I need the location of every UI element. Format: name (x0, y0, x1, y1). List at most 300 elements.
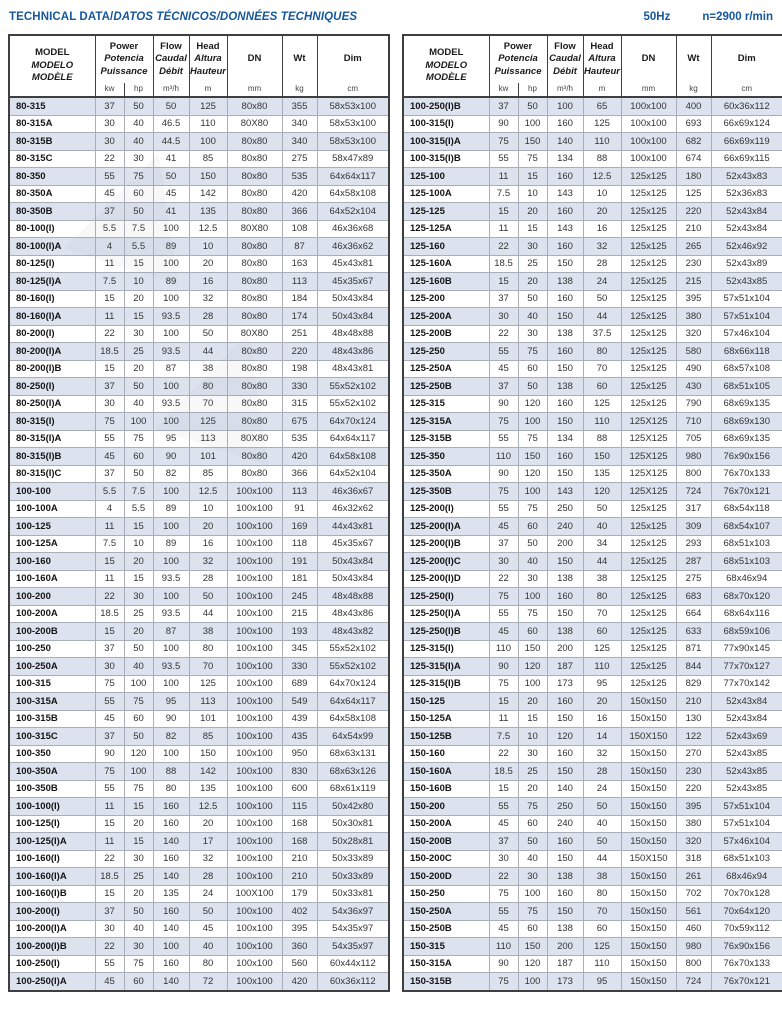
value-cell: 160 (547, 168, 583, 186)
value-cell: 37.5 (583, 325, 621, 343)
value-cell: 30 (518, 570, 547, 588)
value-cell: 68x63x131 (317, 745, 389, 763)
table-row (403, 745, 782, 763)
value-cell: 50x43x84 (317, 570, 389, 588)
model-cell: 100-100 (9, 483, 95, 501)
value-cell: 100 (153, 588, 189, 606)
value-cell: 20 (124, 360, 153, 378)
table-row (9, 255, 389, 273)
value-cell: 38 (583, 868, 621, 886)
table-row (403, 570, 782, 588)
value-cell: 48x48x88 (317, 588, 389, 606)
value-cell: 75 (95, 413, 124, 431)
value-cell: 44 (583, 850, 621, 868)
value-cell: 45x35x67 (317, 535, 389, 553)
table-row (403, 308, 782, 326)
value-cell: 64x58x108 (317, 710, 389, 728)
value-cell: 55x52x102 (317, 658, 389, 676)
value-cell: 80x80 (227, 150, 282, 168)
value-cell: 150 (518, 133, 547, 151)
value-cell: 45 (95, 448, 124, 466)
value-cell: 22 (489, 325, 518, 343)
value-cell: 689 (282, 675, 317, 693)
value-cell: 80x80 (227, 308, 282, 326)
value-cell: 150 (189, 745, 227, 763)
value-cell: 90 (489, 465, 518, 483)
table-row (403, 675, 782, 693)
value-cell: 340 (282, 133, 317, 151)
head-label-fr: Hauteur (190, 65, 226, 77)
value-cell: 93.5 (153, 605, 189, 623)
value-cell: 30 (489, 553, 518, 571)
model-cell: 100-315 (9, 675, 95, 693)
value-cell: 50x43x84 (317, 553, 389, 571)
value-cell: 48x43x82 (317, 623, 389, 641)
table-row (9, 780, 389, 798)
value-cell: 58x53x100 (317, 133, 389, 151)
model-cell: 80-200(I)A (9, 343, 95, 361)
table-row (403, 360, 782, 378)
value-cell: 100 (124, 675, 153, 693)
value-cell: 15 (124, 308, 153, 326)
model-cell: 150-250B (403, 920, 489, 938)
model-cell: 125-200(I)B (403, 535, 489, 553)
value-cell: 50 (518, 290, 547, 308)
model-cell: 100-200(I) (9, 903, 95, 921)
value-cell: 150x150 (621, 745, 676, 763)
value-cell: 287 (676, 553, 711, 571)
value-cell: 88 (153, 763, 189, 781)
value-cell: 150 (518, 938, 547, 956)
value-cell: 5.5 (95, 220, 124, 238)
table-row (403, 973, 782, 991)
value-cell: 110 (189, 115, 227, 133)
value-cell: 174 (282, 308, 317, 326)
value-cell: 25 (124, 343, 153, 361)
value-cell: 14 (583, 728, 621, 746)
value-cell: 55 (489, 150, 518, 168)
value-cell: 80X80 (227, 220, 282, 238)
value-cell: 402 (282, 903, 317, 921)
value-cell: 12.5 (189, 483, 227, 501)
value-cell: 75 (489, 483, 518, 501)
power-label-fr: Puissance (494, 65, 542, 77)
value-cell: 50 (189, 903, 227, 921)
value-cell: 318 (676, 850, 711, 868)
value-cell: 140 (547, 133, 583, 151)
table-row (403, 535, 782, 553)
value-cell: 100 (518, 588, 547, 606)
value-cell: 50x33x89 (317, 868, 389, 886)
table-row (9, 360, 389, 378)
value-cell: 52x36x83 (711, 185, 782, 203)
value-cell: 110 (583, 133, 621, 151)
value-cell: 293 (676, 535, 711, 553)
value-cell: 90 (95, 745, 124, 763)
model-cell: 125-200(I)A (403, 518, 489, 536)
table-row (9, 605, 389, 623)
value-cell: 37 (489, 535, 518, 553)
value-cell: 100x100 (227, 675, 282, 693)
table-row (403, 448, 782, 466)
value-cell: 829 (676, 675, 711, 693)
value-cell: 702 (676, 885, 711, 903)
value-cell: 30 (518, 238, 547, 256)
value-cell: 90 (153, 448, 189, 466)
value-cell: 75 (489, 885, 518, 903)
value-cell: 52x43x84 (711, 203, 782, 221)
table-row (403, 903, 782, 921)
value-cell: 20 (124, 885, 153, 903)
value-cell: 330 (282, 658, 317, 676)
value-cell: 60 (124, 448, 153, 466)
value-cell: 55 (489, 903, 518, 921)
value-cell: 120 (124, 745, 153, 763)
value-cell: 150x150 (621, 693, 676, 711)
value-cell: 181 (282, 570, 317, 588)
value-cell: 66x69x124 (711, 115, 782, 133)
value-cell: 193 (282, 623, 317, 641)
table-row (403, 168, 782, 186)
value-cell: 150 (547, 465, 583, 483)
value-cell: 46x32x62 (317, 500, 389, 518)
table-row (9, 675, 389, 693)
value-cell: 60 (518, 623, 547, 641)
value-cell: 160 (153, 815, 189, 833)
header-row (9, 35, 389, 97)
model-cell: 150-160 (403, 745, 489, 763)
page-title (9, 11, 357, 23)
model-cell: 100-350B (9, 780, 95, 798)
value-cell: 830 (282, 763, 317, 781)
table-row (9, 343, 389, 361)
value-cell: 60x36x112 (711, 97, 782, 115)
value-cell: 12.5 (583, 168, 621, 186)
value-cell: 68x51x103 (711, 535, 782, 553)
value-cell: 142 (189, 185, 227, 203)
value-cell: 22 (95, 150, 124, 168)
value-cell: 160 (547, 588, 583, 606)
value-cell: 150x150 (621, 973, 676, 991)
value-cell: 7.5 (489, 728, 518, 746)
value-cell: 250 (547, 500, 583, 518)
value-cell: 75 (489, 588, 518, 606)
value-cell: 40 (583, 518, 621, 536)
value-cell: 15 (95, 815, 124, 833)
value-cell: 55x52x102 (317, 378, 389, 396)
value-cell: 16 (583, 710, 621, 728)
value-cell: 75 (124, 168, 153, 186)
dn-label: DN (641, 53, 656, 65)
value-cell: 15 (95, 290, 124, 308)
table-row (403, 395, 782, 413)
value-cell: 150 (583, 448, 621, 466)
value-cell: 22 (95, 850, 124, 868)
value-cell: 125 (189, 675, 227, 693)
value-cell: 20 (518, 203, 547, 221)
value-cell: 50 (124, 97, 153, 115)
model-cell: 125-250(I) (403, 588, 489, 606)
value-cell: 93.5 (153, 343, 189, 361)
value-cell: 40 (518, 308, 547, 326)
value-cell: 48x43x86 (317, 605, 389, 623)
model-cell: 80-315(I) (9, 413, 95, 431)
value-cell: 20 (124, 623, 153, 641)
value-cell: 138 (547, 325, 583, 343)
value-cell: 168 (282, 815, 317, 833)
value-cell: 80 (189, 378, 227, 396)
table-row (403, 203, 782, 221)
value-cell: 366 (282, 465, 317, 483)
value-cell: 11 (489, 168, 518, 186)
value-cell: 52x43x69 (711, 728, 782, 746)
model-cell: 80-315C (9, 150, 95, 168)
value-cell: 724 (676, 483, 711, 501)
table-row (403, 185, 782, 203)
value-cell: 91 (282, 500, 317, 518)
value-cell: 125X125 (621, 413, 676, 431)
value-cell: 52x43x85 (711, 273, 782, 291)
value-cell: 57x51x104 (711, 798, 782, 816)
table-row (9, 483, 389, 501)
value-cell: 60 (518, 518, 547, 536)
value-cell: 150x150 (621, 763, 676, 781)
value-cell: 633 (676, 623, 711, 641)
col-header-flow (153, 35, 189, 97)
table-row (403, 430, 782, 448)
table-row (403, 343, 782, 361)
value-cell: 100 (518, 885, 547, 903)
value-cell: 28 (189, 308, 227, 326)
value-cell: 7.5 (95, 535, 124, 553)
value-cell: 32 (189, 290, 227, 308)
table-row (403, 798, 782, 816)
value-cell: 54x35x97 (317, 920, 389, 938)
value-cell: 57x51x104 (711, 308, 782, 326)
value-cell: 75 (489, 675, 518, 693)
value-cell: 15 (518, 710, 547, 728)
model-cell: 125-160B (403, 273, 489, 291)
value-cell: 38 (583, 570, 621, 588)
value-cell: 160 (547, 693, 583, 711)
value-cell: 93.5 (153, 395, 189, 413)
value-cell: 75 (489, 413, 518, 431)
model-cell: 150-250 (403, 885, 489, 903)
value-cell: 37 (489, 290, 518, 308)
value-cell: 15 (124, 518, 153, 536)
value-cell: 110 (583, 658, 621, 676)
value-cell: 75 (518, 903, 547, 921)
value-cell: 125x125 (621, 255, 676, 273)
value-cell: 95 (583, 675, 621, 693)
value-cell: 32 (189, 553, 227, 571)
value-cell: 317 (676, 500, 711, 518)
flow-label-es: Caudal (549, 53, 581, 65)
value-cell: 85 (189, 150, 227, 168)
value-cell: 54x36x97 (317, 903, 389, 921)
value-cell: 150x150 (621, 885, 676, 903)
value-cell: 90 (489, 395, 518, 413)
speed-label: n=2900 r/min (702, 11, 773, 23)
value-cell: 150 (547, 308, 583, 326)
value-cell: 55 (95, 955, 124, 973)
value-cell: 160 (547, 343, 583, 361)
value-cell: 138 (547, 623, 583, 641)
table-row (403, 850, 782, 868)
value-cell: 80X80 (227, 430, 282, 448)
value-cell: 150x150 (621, 815, 676, 833)
value-cell: 75 (518, 500, 547, 518)
value-cell: 55 (489, 343, 518, 361)
value-cell: 45x43x81 (317, 255, 389, 273)
model-cell: 125-350B (403, 483, 489, 501)
value-cell: 245 (282, 588, 317, 606)
value-cell: 68x57x108 (711, 360, 782, 378)
value-cell: 75 (95, 675, 124, 693)
model-cell: 100-250(I)B (403, 97, 489, 115)
value-cell: 95 (153, 693, 189, 711)
power-label-en: Power (109, 40, 139, 52)
frequency-label: 50Hz (643, 11, 671, 23)
value-cell: 20 (518, 693, 547, 711)
value-cell: 50 (583, 500, 621, 518)
value-cell: 28 (583, 255, 621, 273)
value-cell: 800 (676, 465, 711, 483)
value-cell: 100x100 (227, 500, 282, 518)
value-cell: 435 (282, 728, 317, 746)
value-cell: 200 (547, 938, 583, 956)
value-cell: 10 (189, 500, 227, 518)
value-cell: 57x46x104 (711, 325, 782, 343)
value-cell: 460 (676, 920, 711, 938)
value-cell: 65 (583, 97, 621, 115)
value-cell: 70x59x112 (711, 920, 782, 938)
value-cell: 50 (153, 168, 189, 186)
value-cell: 80x80 (227, 343, 282, 361)
value-cell: 265 (676, 238, 711, 256)
value-cell: 40 (124, 395, 153, 413)
value-cell: 46.5 (153, 115, 189, 133)
table-row (403, 238, 782, 256)
dn-unit: mm (641, 84, 656, 93)
value-cell: 25 (124, 868, 153, 886)
value-cell: 125x125 (621, 640, 676, 658)
value-cell: 60 (583, 378, 621, 396)
value-cell: 100x100 (621, 115, 676, 133)
model-cell: 150-125A (403, 710, 489, 728)
value-cell: 82 (153, 465, 189, 483)
value-cell: 22 (95, 938, 124, 956)
value-cell: 125x125 (621, 588, 676, 606)
value-cell: 125x125 (621, 325, 676, 343)
value-cell: 10 (189, 238, 227, 256)
value-cell: 50x43x84 (317, 290, 389, 308)
value-cell: 88 (583, 430, 621, 448)
model-label-es: MODELO (31, 59, 74, 71)
table-row (403, 833, 782, 851)
head-label-fr: Hauteur (584, 65, 620, 77)
table-row (9, 903, 389, 921)
value-cell: 160 (153, 798, 189, 816)
value-cell: 45 (489, 815, 518, 833)
model-cell: 100-315(I)B (403, 150, 489, 168)
value-cell: 100 (153, 640, 189, 658)
value-cell: 76x90x156 (711, 448, 782, 466)
value-cell: 100x100 (227, 710, 282, 728)
model-cell: 125-200(I) (403, 500, 489, 518)
model-cell: 150-315A (403, 955, 489, 973)
value-cell: 7.5 (124, 220, 153, 238)
value-cell: 100X100 (227, 885, 282, 903)
value-cell: 490 (676, 360, 711, 378)
table-row (403, 780, 782, 798)
model-cell: 125-100 (403, 168, 489, 186)
model-cell: 80-350 (9, 168, 95, 186)
value-cell: 100x100 (227, 833, 282, 851)
value-cell: 380 (676, 815, 711, 833)
value-cell: 100x100 (227, 920, 282, 938)
value-cell: 120 (518, 465, 547, 483)
value-cell: 168 (282, 833, 317, 851)
value-cell: 48x43x86 (317, 343, 389, 361)
value-cell: 179 (282, 885, 317, 903)
model-cell: 150-315B (403, 973, 489, 991)
value-cell: 150 (547, 763, 583, 781)
value-cell: 80 (189, 955, 227, 973)
value-cell: 89 (153, 500, 189, 518)
value-cell: 24 (189, 885, 227, 903)
model-cell: 80-315A (9, 115, 95, 133)
model-cell: 80-315 (9, 97, 95, 115)
table-row (403, 920, 782, 938)
value-cell: 439 (282, 710, 317, 728)
value-cell: 58x53x100 (317, 97, 389, 115)
value-cell: 790 (676, 395, 711, 413)
value-cell: 32 (583, 238, 621, 256)
value-cell: 75 (518, 605, 547, 623)
value-cell: 95 (583, 973, 621, 991)
model-cell: 125-350 (403, 448, 489, 466)
value-cell: 100 (124, 413, 153, 431)
value-cell: 80 (189, 640, 227, 658)
model-cell: 125-200(I)C (403, 553, 489, 571)
value-cell: 32 (583, 745, 621, 763)
value-cell: 100x100 (621, 150, 676, 168)
value-cell: 80x80 (227, 133, 282, 151)
model-cell: 150-160B (403, 780, 489, 798)
value-cell: 66x69x119 (711, 133, 782, 151)
value-cell: 420 (282, 185, 317, 203)
col-header-dim (711, 35, 782, 97)
value-cell: 22 (489, 570, 518, 588)
power-label-fr: Puissance (100, 65, 148, 77)
value-cell: 125x125 (621, 623, 676, 641)
value-cell: 57x51x104 (711, 290, 782, 308)
value-cell: 80x80 (227, 448, 282, 466)
left-data-table (8, 34, 390, 992)
value-cell: 115 (282, 798, 317, 816)
value-cell: 11 (95, 255, 124, 273)
value-cell: 45x35x67 (317, 273, 389, 291)
model-cell: 150-125B (403, 728, 489, 746)
model-label-en: MODEL (35, 47, 70, 59)
model-cell: 150-125 (403, 693, 489, 711)
value-cell: 125x125 (621, 238, 676, 256)
value-cell: 143 (547, 483, 583, 501)
value-cell: 535 (282, 430, 317, 448)
value-cell: 37 (95, 97, 124, 115)
value-cell: 240 (547, 518, 583, 536)
